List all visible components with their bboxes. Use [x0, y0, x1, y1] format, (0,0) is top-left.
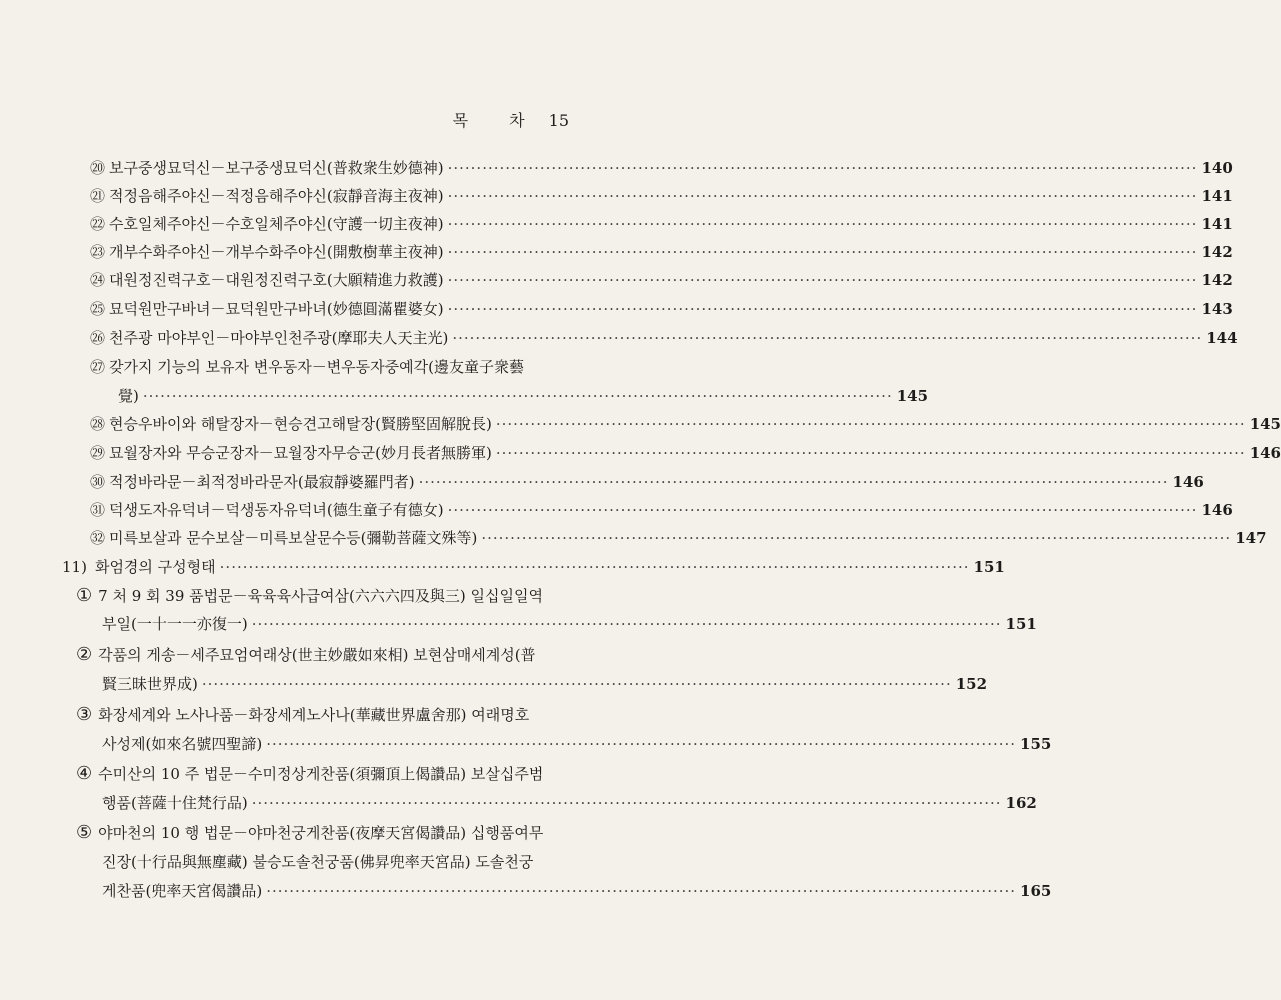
leader-dots [202, 674, 952, 694]
toc-entry[interactable] [90, 472, 1204, 492]
toc-subentry-continuation[interactable] [102, 734, 1052, 754]
section-title: 화엄경의 구성형태 [94, 558, 216, 576]
subentry-number: ① [76, 585, 93, 606]
leader-dots [266, 881, 1016, 901]
entry-number: ㉖ [90, 329, 106, 347]
toc-entry[interactable] [90, 528, 1267, 548]
subentry-number: ③ [76, 704, 93, 725]
toc-entry[interactable] [90, 443, 1281, 463]
entry-number: ㉛ [90, 501, 106, 519]
entry-number: ㉚ [90, 473, 106, 491]
page-header [453, 108, 569, 131]
entry-page: 142 [1201, 243, 1233, 261]
toc-subentry[interactable] [76, 645, 546, 665]
entry-title: 갖가지 기능의 보유자 변우동자－변우동자중예각(邊友童子衆藝 [109, 358, 524, 376]
section-page: 151 [973, 558, 1005, 576]
entry-page: 142 [1201, 271, 1233, 289]
entry-page: 144 [1206, 329, 1238, 347]
leader-dots [419, 472, 1169, 492]
subentry-page: 162 [1005, 794, 1037, 812]
entry-number: ⑳ [90, 159, 106, 177]
toc-subentry[interactable] [76, 586, 546, 606]
entry-page: 141 [1201, 215, 1233, 233]
leader-dots [448, 214, 1198, 234]
toc-entry[interactable] [90, 186, 1233, 206]
toc-entry[interactable] [90, 242, 1233, 262]
entry-title: 미륵보살과 문수보살－미륵보살문수등(彌勒菩薩文殊等) [109, 529, 478, 547]
subentry-page: 152 [955, 675, 988, 693]
toc-entry[interactable] [90, 270, 1233, 290]
entry-number: ㉑ [90, 187, 106, 205]
entry-page: 141 [1201, 187, 1233, 205]
subentry-title: 각품의 게송－세주묘엄여래상(世主妙嚴如來相) 보현삼매세계성(普 [98, 646, 536, 664]
leader-dots [496, 443, 1246, 463]
entry-number: ㉘ [90, 415, 106, 433]
leader-dots [252, 614, 1002, 634]
entry-number: ㉕ [90, 300, 106, 318]
entry-title: 적정바라문－최적정바라문자(最寂靜婆羅門者) [109, 473, 415, 491]
leader-dots [496, 414, 1246, 434]
leader-dots [266, 734, 1016, 754]
toc-subentry-continuation[interactable] [102, 793, 1037, 813]
leader-dots [452, 328, 1202, 348]
entry-number: ㉓ [90, 243, 106, 261]
subentry-title-continued: 賢三昧世界成) [102, 675, 198, 693]
subentry-page: 151 [1005, 615, 1037, 633]
entry-number: ㉙ [90, 444, 106, 462]
toc-subentry[interactable] [76, 705, 546, 725]
toc-entry[interactable] [90, 500, 1233, 520]
entry-page: 146 [1172, 473, 1204, 491]
leader-dots [481, 528, 1231, 548]
entry-title: 개부수화주야신－개부수화주야신(開敷樹華主夜神) [109, 243, 444, 261]
toc-entry-continuation[interactable] [118, 386, 929, 406]
toc-entry[interactable] [90, 299, 1233, 319]
entry-title: 덕생도자유덕녀－덕생동자유덕녀(德生童子有德女) [109, 501, 444, 519]
subentry-title: 7 처 9 회 39 품법문－육육육사급여삼(六六六四及與三) 일십일일역 [98, 587, 543, 605]
entry-page: 146 [1201, 501, 1233, 519]
leader-dots [252, 793, 1002, 813]
subentry-page: 165 [1020, 882, 1052, 900]
header-title: 목 차 [452, 111, 543, 130]
entry-number: ㉒ [90, 215, 106, 233]
entry-title: 수호일체주야신－수호일체주야신(守護一切主夜神) [109, 215, 444, 233]
entry-title: 천주광 마야부인－마야부인천주광(摩耶夫人天主光) [109, 329, 449, 347]
subentry-title-continued: 부일(一十一一亦復一) [102, 615, 248, 633]
toc-entry[interactable] [90, 328, 1238, 348]
entry-title: 대원정진력구호－대원정진력구호(大願精進力救護) [109, 271, 444, 289]
toc-entry[interactable] [90, 214, 1233, 234]
toc-entry[interactable] [90, 414, 1281, 434]
subentry-title-continued: 행품(菩薩十住梵行品) [102, 794, 248, 812]
entry-page: 145 [1249, 415, 1281, 433]
entry-number: ㉔ [90, 271, 106, 289]
entry-title: 적정음해주야신－적정음해주야신(寂靜音海主夜神) [109, 187, 444, 205]
subentry-number: ⑤ [76, 822, 93, 843]
entry-number: ㉜ [90, 529, 106, 547]
leader-dots [448, 500, 1198, 520]
entry-page: 143 [1201, 300, 1233, 318]
subentry-title-continued: 진장(十行品與無塵藏) 불승도솔천궁품(佛昇兜率天宮品) 도솔천궁 [102, 853, 534, 871]
leader-dots [143, 386, 893, 406]
subentry-title-continued: 사성제(如來名號四聖諦) [102, 735, 263, 753]
leader-dots [448, 270, 1198, 290]
subentry-number: ④ [76, 763, 93, 784]
entry-title: 보구중생묘덕신－보구중생묘덕신(普救衆生妙德神) [109, 159, 444, 177]
entry-page: 145 [896, 387, 929, 405]
entry-number: ㉗ [90, 358, 106, 376]
subentry-number: ② [76, 644, 93, 665]
leader-dots [220, 557, 970, 577]
entry-title-continued: 覺) [118, 387, 139, 405]
toc-subentry-continuation[interactable] [102, 674, 988, 694]
subentry-title: 화장세계와 노사나품－화장세계노사나(華藏世界盧舍那) 여래명호 [98, 706, 530, 724]
leader-dots [448, 242, 1198, 262]
entry-page: 147 [1235, 529, 1267, 547]
leader-dots [448, 158, 1198, 178]
toc-entry[interactable] [90, 158, 1233, 178]
toc-subentry[interactable] [76, 823, 546, 843]
subentry-title-continued: 게찬품(兜率天宮偈讚品) [102, 882, 263, 900]
subentry-title: 야마천의 10 행 법문－야마천궁게찬품(夜摩天宮偈讚品) 십행품여무 [98, 824, 544, 842]
toc-entry[interactable] [90, 357, 544, 377]
section-number: 11) [62, 558, 87, 576]
toc-subentry[interactable] [76, 764, 546, 784]
page-number: 15 [548, 111, 569, 130]
toc-subentry-continuation[interactable] [102, 881, 1052, 901]
toc-section[interactable] [62, 557, 1005, 577]
subentry-page: 155 [1020, 735, 1052, 753]
leader-dots [448, 299, 1198, 319]
entry-title: 묘월장자와 무승군장자－묘월장자무승군(妙月長者無勝軍) [109, 444, 492, 462]
leader-dots [448, 186, 1198, 206]
entry-title: 묘덕원만구바녀－묘덕원만구바녀(妙德圓滿瞿婆女) [109, 300, 444, 318]
subentry-title: 수미산의 10 주 법문－수미정상게찬품(須彌頂上偈讚品) 보살십주범 [98, 765, 544, 783]
entry-page: 140 [1201, 159, 1233, 177]
entry-page: 146 [1249, 444, 1281, 462]
entry-title: 현승우바이와 해탈장자－현승견고해탈장(賢勝堅固解脫長) [109, 415, 492, 433]
toc-subentry-continuation[interactable] [102, 614, 1037, 634]
